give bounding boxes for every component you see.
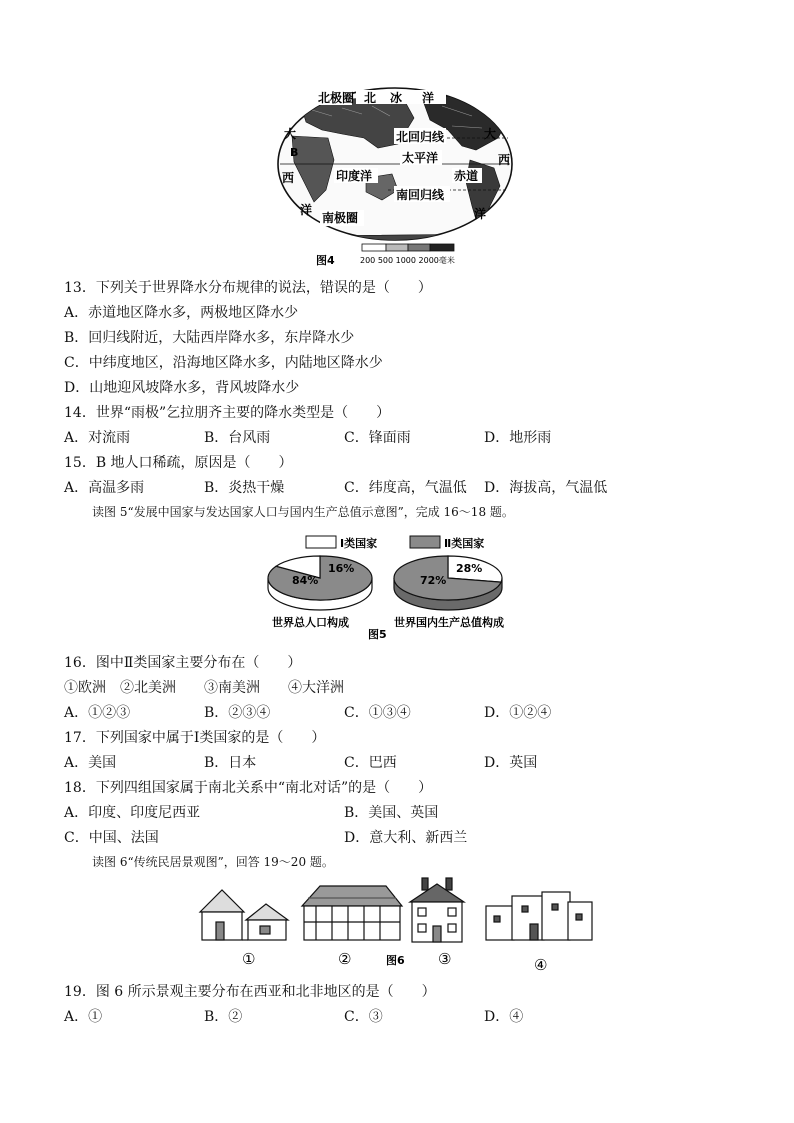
precipitation-legend-bar	[362, 244, 454, 251]
pie1-title: 世界总人口构成	[272, 616, 349, 629]
q13-option-a: A．赤道地区降水多，两极地区降水少	[64, 305, 299, 321]
q15-stem: 15．B 地人口稀疏，原因是（ ）	[64, 455, 293, 471]
q14-stem: 14．世界“雨极”乞拉朋齐主要的降水类型是（ ）	[64, 405, 391, 421]
legend-label-type1: Ⅰ类国家	[340, 537, 378, 550]
q18-option-b: B．美国、英国	[344, 805, 439, 821]
legend-label-type2: Ⅱ类国家	[444, 537, 485, 550]
q15-option-d: D．海拔高，气温低	[484, 480, 608, 496]
figure-6-traditional-dwellings	[196, 876, 596, 976]
q18-option-c: C．中国、法国	[64, 830, 159, 846]
label-atlantic-xi-left: 西	[282, 171, 295, 185]
label-arctic-north: 北	[364, 91, 377, 105]
q15-option-a: A．高温多雨	[64, 480, 145, 496]
q14-option-a: A．对流雨	[64, 430, 131, 446]
q16-options-line: ①欧洲 ②北美洲 ③南美洲 ④大洋洲	[64, 680, 344, 696]
q16-stem: 16．图中Ⅱ类国家主要分布在（ ）	[64, 655, 302, 671]
q13-option-b: B．回归线附近，大陆西岸降水多，东岸降水少	[64, 330, 355, 346]
pie2-label-small: 28%	[456, 562, 483, 575]
pie1-label-small: 16%	[328, 562, 355, 575]
q17-option-c: C．巴西	[344, 755, 397, 771]
figure-4-caption: 图4	[316, 254, 335, 267]
q13-option-d: D．山地迎风坡降水多，背风坡降水少	[64, 380, 300, 396]
q19-option-a: A．①	[64, 1009, 103, 1025]
label-arctic-ice: 冰	[390, 91, 403, 105]
intro-19-20: 读图 6“传统民居景观图”，回答 19～20 题。	[92, 855, 334, 869]
pie2-title: 世界国内生产总值构成	[394, 616, 504, 629]
q17-option-d: D．英国	[484, 755, 538, 771]
label-south-polar-circle: 南极圈	[322, 211, 359, 225]
q15-option-b: B．炎热干燥	[204, 480, 285, 496]
figure-6-caption: 图6	[386, 954, 405, 967]
dwelling-3-colonial-house	[410, 878, 464, 942]
q17-stem: 17．下列国家中属于Ⅰ类国家的是（ ）	[64, 730, 326, 746]
precipitation-legend-text: 200 500 1000 2000毫米	[360, 256, 455, 265]
q16-option-d: D．①②④	[484, 705, 552, 721]
q16-option-b: B．②③④	[204, 705, 271, 721]
label-atlantic-yang-right: 洋	[474, 207, 487, 221]
q14-option-c: C．锋面雨	[344, 430, 411, 446]
pie-world-population	[268, 556, 372, 610]
intro-16-18: 读图 5“发展中国家与发达国家人口与国内生产总值示意图”，完成 16～18 题。	[92, 505, 514, 519]
q17-option-a: A．美国	[64, 755, 117, 771]
dwelling-1-number: ①	[242, 950, 256, 968]
q18-option-a: A．印度、印度尼西亚	[64, 805, 201, 821]
q19-stem: 19．图 6 所示景观主要分布在西亚和北非地区的是（ ）	[64, 984, 436, 1000]
label-atlantic-xi-right: 西	[498, 153, 511, 167]
q14-option-b: B．台风雨	[204, 430, 271, 446]
label-pacific: 太平洋	[402, 151, 439, 165]
q17-option-b: B．日本	[204, 755, 257, 771]
q19-option-d: D．④	[484, 1009, 524, 1025]
q19-option-b: B．②	[204, 1009, 243, 1025]
dwelling-2-timber-house	[302, 886, 402, 940]
label-tropic-north: 北回归线	[396, 130, 445, 144]
label-atlantic-da-left: 大	[284, 127, 297, 141]
legend-swatch-type1	[306, 536, 336, 548]
q19-option-c: C．③	[344, 1009, 383, 1025]
q14-option-d: D．地形雨	[484, 430, 552, 446]
label-tropic-south: 南回归线	[396, 188, 445, 202]
pie2-label-large: 72%	[420, 574, 447, 587]
label-atlantic-yang-left: 洋	[300, 203, 313, 217]
q13-option-c: C．中纬度地区，沿海地区降水多，内陆地区降水少	[64, 355, 383, 371]
label-b-marker: B	[290, 146, 299, 159]
label-north-polar-circle: 北极圈	[318, 91, 355, 105]
figure-5-pie-charts	[262, 532, 532, 644]
pie-world-gdp	[394, 556, 502, 610]
q15-option-c: C．纬度高，气温低	[344, 480, 467, 496]
q13-stem: 13．下列关于世界降水分布规律的说法，错误的是（ ）	[64, 280, 432, 296]
label-indian-ocean: 印度洋	[336, 169, 373, 183]
q16-option-a: A．①②③	[64, 705, 131, 721]
dwelling-4-number: ④	[534, 956, 548, 974]
label-equator: 赤道	[454, 169, 479, 183]
dwelling-2-number: ②	[338, 950, 352, 968]
q18-stem: 18．下列四组国家属于南北关系中“南北对话”的是（ ）	[64, 780, 433, 796]
q16-option-c: C．①③④	[344, 705, 411, 721]
figure-5-caption: 图5	[368, 628, 387, 641]
figure-4-precipitation-map	[272, 86, 522, 270]
q18-option-d: D．意大利、新西兰	[344, 830, 468, 846]
dwelling-1-courtyard-house	[200, 890, 288, 940]
dwelling-4-flat-roof-houses	[486, 892, 592, 940]
pie1-label-large: 84%	[292, 574, 319, 587]
label-arctic-ocean: 洋	[422, 91, 435, 105]
dwelling-3-number: ③	[438, 950, 452, 968]
legend-swatch-type2	[410, 536, 440, 548]
label-atlantic-da-right: 大	[484, 127, 497, 141]
